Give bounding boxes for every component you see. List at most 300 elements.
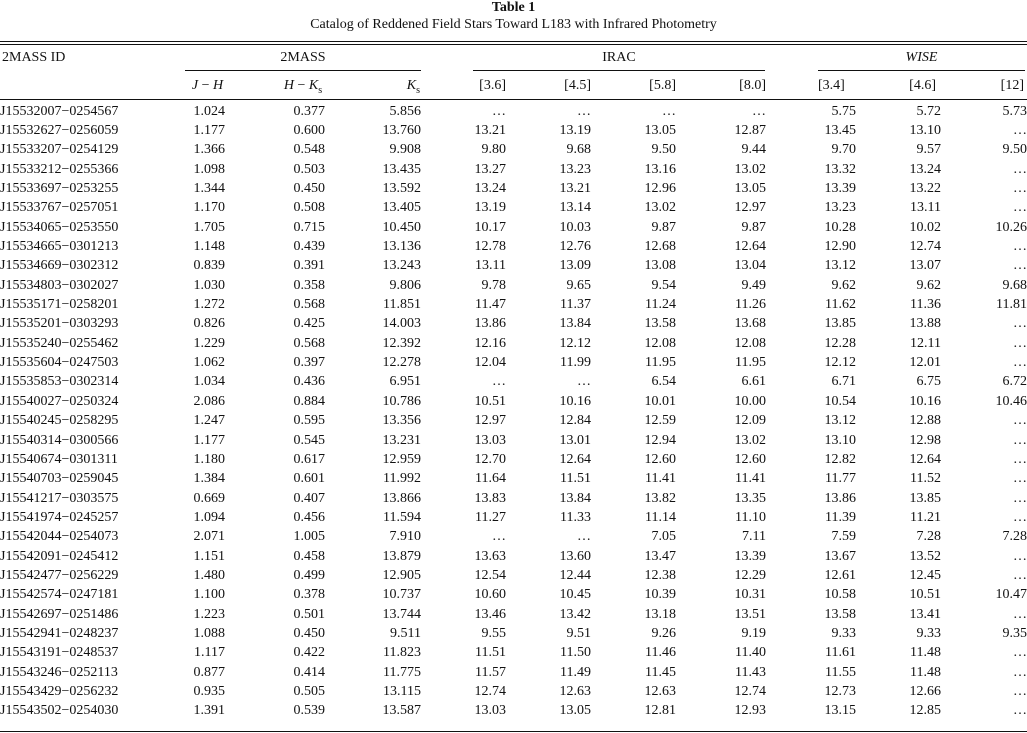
cell-irac-5-8: … (662, 103, 676, 119)
cell-irac-4-5: … (577, 529, 591, 545)
cell-irac-8-0: 12.29 (734, 567, 766, 583)
cell-h-ks: 0.601 (293, 471, 325, 487)
cell-h-ks: 0.407 (293, 490, 325, 506)
cell-irac-5-8: 9.54 (651, 277, 676, 293)
subheader-irac-5-8: [5.8] (649, 78, 676, 93)
cell-j-h: 1.148 (193, 239, 225, 255)
table-row (0, 257, 1027, 276)
cell-h-ks: 0.715 (293, 219, 325, 235)
cell-wise-4-6: 12.64 (909, 451, 941, 467)
cell-wise-3-4: 12.28 (824, 335, 856, 351)
cell-irac-4-5: 12.63 (559, 683, 591, 699)
table-row (0, 141, 1027, 160)
cell-irac-5-8: 12.08 (644, 335, 676, 351)
cell-wise-12: … (1013, 664, 1027, 680)
cell-irac-8-0: 11.10 (735, 509, 766, 525)
table-row (0, 218, 1027, 237)
cell-2mass-id: J15533767−0257051 (0, 200, 119, 216)
cell-wise-12: … (1013, 509, 1027, 525)
cell-j-h: 0.826 (193, 316, 225, 332)
cell-2mass-id: J15540674−0301311 (0, 451, 118, 467)
cell-irac-4-5: 13.19 (559, 123, 591, 139)
cell-wise-12: … (1013, 432, 1027, 448)
cell-j-h: 1.391 (193, 703, 225, 719)
cell-irac-3-6: 13.86 (474, 316, 506, 332)
cell-wise-3-4: 11.39 (825, 509, 856, 525)
cell-j-h: 1.100 (193, 587, 225, 603)
cell-h-ks: 0.425 (293, 316, 325, 332)
cell-wise-3-4: 11.55 (825, 664, 856, 680)
table-row (0, 276, 1027, 295)
cell-wise-3-4: 10.54 (824, 393, 856, 409)
table-caption: Catalog of Reddened Field Stars Toward L183 with Infrared Photometry (310, 17, 717, 32)
table-row (0, 624, 1027, 643)
cell-irac-4-5: … (577, 103, 591, 119)
cell-wise-4-6: 12.88 (909, 413, 941, 429)
cell-h-ks: 0.499 (293, 567, 325, 583)
cell-wise-12: … (1013, 200, 1027, 216)
cell-wise-4-6: 5.72 (916, 103, 941, 119)
cell-irac-5-8: 11.14 (645, 509, 676, 525)
cell-irac-3-6: 13.11 (475, 258, 506, 274)
cell-wise-4-6: 9.57 (916, 142, 941, 158)
cell-irac-3-6: 10.51 (474, 393, 506, 409)
cell-irac-4-5: 13.21 (559, 181, 591, 197)
subheader-irac-3-6: [3.6] (479, 78, 506, 93)
cell-irac-8-0: 10.31 (734, 587, 766, 603)
cell-irac-8-0: 12.87 (734, 123, 766, 139)
cell-irac-3-6: 13.27 (474, 161, 506, 177)
cell-irac-5-8: 12.94 (644, 432, 676, 448)
cell-2mass-id: J15535201−0303293 (0, 316, 119, 332)
cell-j-h: 1.151 (193, 548, 225, 564)
cell-wise-4-6: 9.62 (916, 277, 941, 293)
cell-2mass-id: J15540314−0300566 (0, 432, 119, 448)
cell-irac-3-6: 13.46 (474, 606, 506, 622)
cell-ks: 13.243 (382, 258, 421, 274)
cell-irac-4-5: 12.84 (559, 413, 591, 429)
cell-irac-8-0: 12.74 (734, 683, 766, 699)
cell-irac-4-5: 13.01 (559, 432, 591, 448)
group-header-irac: IRAC (602, 50, 636, 65)
cell-wise-4-6: 11.52 (910, 471, 941, 487)
subheader-wise-4-6: [4.6] (909, 78, 936, 93)
cell-wise-12: 6.72 (1002, 374, 1027, 390)
cell-wise-3-4: 12.82 (824, 451, 856, 467)
cell-2mass-id: J15535853−0302314 (0, 374, 119, 390)
table-row (0, 392, 1027, 411)
cell-irac-3-6: 13.19 (474, 200, 506, 216)
cell-irac-4-5: 13.05 (559, 703, 591, 719)
group-rule-wise (818, 70, 1025, 71)
cell-wise-4-6: 12.66 (909, 683, 941, 699)
cell-irac-8-0: 9.87 (741, 219, 766, 235)
cell-j-h: 1.229 (193, 335, 225, 351)
cell-2mass-id: J15541974−0245257 (0, 509, 119, 525)
table-row (0, 199, 1027, 218)
cell-2mass-id: J15534803−0302027 (0, 277, 119, 293)
cell-wise-3-4: 13.58 (824, 606, 856, 622)
cell-irac-8-0: 13.02 (734, 432, 766, 448)
cell-h-ks: 0.414 (293, 664, 325, 680)
cell-wise-4-6: 13.88 (909, 316, 941, 332)
cell-irac-3-6: … (492, 103, 506, 119)
cell-wise-3-4: 13.15 (824, 703, 856, 719)
cell-h-ks: 0.548 (293, 142, 325, 158)
table-row (0, 295, 1027, 314)
cell-h-ks: 0.568 (293, 297, 325, 313)
cell-ks: 10.737 (382, 587, 421, 603)
group-rule-2mass (185, 70, 421, 71)
subheader-ks: $K_s$ (406, 78, 420, 96)
cell-j-h: 1.366 (193, 142, 225, 158)
cell-wise-4-6: 12.74 (909, 239, 941, 255)
cell-irac-3-6: 9.55 (481, 625, 506, 641)
cell-j-h: 0.935 (193, 683, 225, 699)
cell-irac-5-8: 10.39 (644, 587, 676, 603)
cell-wise-3-4: 13.12 (824, 258, 856, 274)
cell-h-ks: 0.503 (293, 161, 325, 177)
subheader-irac-8-0: [8.0] (739, 78, 766, 93)
cell-wise-12: … (1013, 316, 1027, 332)
cell-irac-3-6: 12.78 (474, 239, 506, 255)
cell-2mass-id: J15535240−0255462 (0, 335, 119, 351)
cell-2mass-id: J15542697−0251486 (0, 606, 119, 622)
cell-irac-4-5: 11.37 (560, 297, 591, 313)
cell-wise-12: 9.35 (1002, 625, 1027, 641)
cell-wise-12: … (1013, 683, 1027, 699)
cell-2mass-id: J15542574−0247181 (0, 587, 119, 603)
cell-2mass-id: J15543429−0256232 (0, 683, 119, 699)
cell-irac-4-5: 11.33 (560, 509, 591, 525)
cell-irac-3-6: … (492, 374, 506, 390)
cell-j-h: 1.098 (193, 161, 225, 177)
cell-wise-3-4: 13.67 (824, 548, 856, 564)
cell-wise-3-4: 13.12 (824, 413, 856, 429)
subheader-h-ks: $H - K_s$ (283, 78, 323, 96)
cell-wise-4-6: 10.51 (909, 587, 941, 603)
cell-wise-4-6: 13.85 (909, 490, 941, 506)
cell-ks: 13.435 (382, 161, 421, 177)
cell-irac-3-6: 12.16 (474, 335, 506, 351)
cell-wise-12: … (1013, 258, 1027, 274)
cell-wise-12: … (1013, 161, 1027, 177)
cell-wise-4-6: 13.24 (909, 161, 941, 177)
cell-ks: 11.775 (383, 664, 421, 680)
cell-wise-4-6: 9.33 (916, 625, 941, 641)
cell-irac-4-5: 13.42 (559, 606, 591, 622)
cell-2mass-id: J15535171−0258201 (0, 297, 119, 313)
cell-irac-5-8: 11.45 (645, 664, 676, 680)
cell-2mass-id: J15534665−0301213 (0, 239, 119, 255)
table-row (0, 412, 1027, 431)
table-row (0, 547, 1027, 566)
cell-h-ks: 0.568 (293, 335, 325, 351)
cell-irac-5-8: 13.58 (644, 316, 676, 332)
cell-irac-3-6: 10.17 (474, 219, 506, 235)
cell-ks: 12.905 (382, 567, 421, 583)
cell-irac-4-5: 12.64 (559, 451, 591, 467)
cell-h-ks: 0.617 (293, 451, 325, 467)
cell-j-h: 1.088 (193, 625, 225, 641)
cell-irac-4-5: 13.60 (559, 548, 591, 564)
subheader-j-h: J − H (191, 78, 224, 93)
subheader-wise-3-4: [3.4] (818, 78, 845, 93)
data-table (0, 102, 1027, 721)
cell-wise-3-4: 9.62 (831, 277, 856, 293)
cell-h-ks: 0.436 (293, 374, 325, 390)
cell-j-h: 1.480 (193, 567, 225, 583)
cell-irac-5-8: 13.16 (644, 161, 676, 177)
cell-irac-4-5: 11.99 (560, 355, 591, 371)
cell-irac-4-5: 12.44 (559, 567, 591, 583)
table-row (0, 663, 1027, 682)
cell-2mass-id: J15540027−0250324 (0, 393, 119, 409)
cell-irac-4-5: 13.84 (559, 316, 591, 332)
table-row (0, 682, 1027, 701)
cell-ks: 11.851 (383, 297, 421, 313)
cell-wise-3-4: 13.23 (824, 200, 856, 216)
cell-wise-12: … (1013, 451, 1027, 467)
cell-ks: 13.587 (382, 703, 421, 719)
cell-irac-4-5: 11.50 (560, 645, 591, 661)
cell-irac-5-8: 6.54 (651, 374, 676, 390)
cell-irac-3-6: 12.70 (474, 451, 506, 467)
subheader-wise-12: [12] (1000, 78, 1024, 93)
cell-wise-12: … (1013, 548, 1027, 564)
cell-ks: 12.278 (382, 355, 421, 371)
cell-irac-3-6: 13.63 (474, 548, 506, 564)
cell-ks: 5.856 (389, 103, 421, 119)
group-rule-irac (473, 70, 765, 71)
cell-j-h: 1.024 (193, 103, 225, 119)
cell-wise-12: … (1013, 181, 1027, 197)
cell-j-h: 2.071 (193, 529, 225, 545)
cell-irac-5-8: 13.02 (644, 200, 676, 216)
cell-ks: 10.786 (382, 393, 421, 409)
cell-2mass-id: J15542091−0245412 (0, 548, 119, 564)
cell-irac-8-0: 9.19 (741, 625, 766, 641)
cell-h-ks: 0.458 (293, 548, 325, 564)
cell-ks: 6.951 (389, 374, 421, 390)
cell-irac-8-0: 12.97 (734, 200, 766, 216)
cell-irac-4-5: 10.45 (559, 587, 591, 603)
cell-irac-3-6: … (492, 529, 506, 545)
cell-wise-12: … (1013, 413, 1027, 429)
cell-irac-4-5: 9.68 (566, 142, 591, 158)
cell-irac-4-5: 10.03 (559, 219, 591, 235)
cell-irac-3-6: 11.27 (475, 509, 506, 525)
cell-wise-4-6: 13.22 (909, 181, 941, 197)
cell-irac-4-5: 9.65 (566, 277, 591, 293)
cell-wise-12: … (1013, 335, 1027, 351)
cell-h-ks: 1.005 (293, 529, 325, 545)
cell-j-h: 0.669 (193, 490, 225, 506)
cell-irac-8-0: 13.05 (734, 181, 766, 197)
cell-irac-3-6: 12.74 (474, 683, 506, 699)
cell-wise-3-4: 11.61 (825, 645, 856, 661)
cell-irac-5-8: 12.68 (644, 239, 676, 255)
top-rule-2 (0, 44, 1027, 45)
cell-wise-3-4: 12.73 (824, 683, 856, 699)
cell-ks: 13.231 (382, 432, 421, 448)
cell-j-h: 0.877 (193, 664, 225, 680)
cell-wise-3-4: 5.75 (831, 103, 856, 119)
cell-irac-8-0: 13.35 (734, 490, 766, 506)
cell-wise-4-6: 12.98 (909, 432, 941, 448)
cell-wise-3-4: 13.39 (824, 181, 856, 197)
cell-2mass-id: J15533697−0253255 (0, 181, 119, 197)
cell-h-ks: 0.456 (293, 509, 325, 525)
cell-irac-8-0: 13.04 (734, 258, 766, 274)
cell-j-h: 1.117 (194, 645, 225, 661)
cell-j-h: 1.223 (193, 606, 225, 622)
cell-h-ks: 0.450 (293, 181, 325, 197)
cell-wise-4-6: 12.11 (910, 335, 941, 351)
table-row (0, 528, 1027, 547)
cell-ks: 11.823 (383, 645, 421, 661)
table-title: Table 1 (491, 0, 536, 15)
table-row (0, 179, 1027, 198)
cell-irac-3-6: 12.04 (474, 355, 506, 371)
table-row (0, 644, 1027, 663)
cell-irac-8-0: 12.64 (734, 239, 766, 255)
cell-j-h: 1.062 (193, 355, 225, 371)
cell-h-ks: 0.545 (293, 432, 325, 448)
cell-h-ks: 0.539 (293, 703, 325, 719)
cell-irac-4-5: 12.12 (559, 335, 591, 351)
cell-wise-3-4: 12.61 (824, 567, 856, 583)
cell-j-h: 1.344 (193, 181, 225, 197)
cell-2mass-id: J15543191−0248537 (0, 645, 119, 661)
cell-wise-3-4: 9.70 (831, 142, 856, 158)
cell-irac-8-0: 13.39 (734, 548, 766, 564)
cell-j-h: 1.030 (193, 277, 225, 293)
cell-irac-5-8: 13.47 (644, 548, 676, 564)
cell-h-ks: 0.505 (293, 683, 325, 699)
cell-irac-8-0: 9.44 (741, 142, 766, 158)
cell-j-h: 1.272 (193, 297, 225, 313)
cell-wise-4-6: 10.02 (909, 219, 941, 235)
cell-wise-3-4: 6.71 (831, 374, 856, 390)
table-row (0, 605, 1027, 624)
cell-irac-5-8: 12.59 (644, 413, 676, 429)
group-header-wise (818, 50, 1025, 66)
cell-h-ks: 0.358 (293, 277, 325, 293)
table-row (0, 334, 1027, 353)
table-row (0, 102, 1027, 121)
cell-ks: 9.511 (390, 625, 421, 641)
cell-irac-3-6: 12.97 (474, 413, 506, 429)
cell-irac-3-6: 13.83 (474, 490, 506, 506)
cell-wise-3-4: 7.59 (831, 529, 856, 545)
cell-irac-4-5: 10.16 (559, 393, 591, 409)
cell-irac-3-6: 12.54 (474, 567, 506, 583)
cell-wise-4-6: 13.41 (909, 606, 941, 622)
cell-ks: 7.910 (389, 529, 421, 545)
cell-irac-3-6: 11.47 (475, 297, 506, 313)
cell-irac-3-6: 9.80 (481, 142, 506, 158)
cell-wise-3-4: 12.12 (824, 355, 856, 371)
cell-irac-5-8: 9.50 (651, 142, 676, 158)
cell-2mass-id: J15543502−0254030 (0, 703, 119, 719)
cell-wise-12: 9.50 (1002, 142, 1027, 158)
cell-irac-8-0: 9.49 (741, 277, 766, 293)
cell-ks: 9.806 (389, 277, 421, 293)
cell-irac-8-0: 12.08 (734, 335, 766, 351)
cell-irac-5-8: 13.82 (644, 490, 676, 506)
table-body (0, 102, 1027, 721)
cell-wise-12: … (1013, 606, 1027, 622)
cell-irac-4-5: 11.49 (560, 664, 591, 680)
cell-ks: 13.136 (382, 239, 421, 255)
table-row (0, 237, 1027, 256)
cell-irac-8-0: 12.93 (734, 703, 766, 719)
cell-irac-5-8: 12.63 (644, 683, 676, 699)
cell-wise-4-6: 13.52 (909, 548, 941, 564)
cell-ks: 12.392 (382, 335, 421, 351)
cell-h-ks: 0.595 (293, 413, 325, 429)
cell-irac-8-0: 11.40 (735, 645, 766, 661)
table-row (0, 373, 1027, 392)
cell-j-h: 1.180 (193, 451, 225, 467)
cell-2mass-id: J15533207−0254129 (0, 142, 119, 158)
cell-irac-5-8: 12.38 (644, 567, 676, 583)
cell-h-ks: 0.501 (293, 606, 325, 622)
cell-wise-3-4: 13.85 (824, 316, 856, 332)
cell-2mass-id: J15535604−0247503 (0, 355, 119, 371)
table-row (0, 586, 1027, 605)
cell-h-ks: 0.422 (293, 645, 325, 661)
cell-irac-4-5: 13.23 (559, 161, 591, 177)
cell-wise-4-6: 12.45 (909, 567, 941, 583)
cell-irac-8-0: 7.11 (742, 529, 766, 545)
cell-h-ks: 0.439 (293, 239, 325, 255)
cell-wise-12: … (1013, 645, 1027, 661)
table-row (0, 121, 1027, 140)
cell-wise-4-6: 13.07 (909, 258, 941, 274)
cell-irac-3-6: 10.60 (474, 587, 506, 603)
cell-irac-3-6: 13.03 (474, 703, 506, 719)
cell-irac-5-8: 13.08 (644, 258, 676, 274)
cell-irac-3-6: 13.03 (474, 432, 506, 448)
cell-wise-4-6: 11.48 (910, 645, 941, 661)
cell-ks: 11.594 (383, 509, 421, 525)
cell-wise-4-6: 11.21 (910, 509, 941, 525)
cell-wise-12: 9.68 (1002, 277, 1027, 293)
cell-irac-4-5: 12.76 (559, 239, 591, 255)
header-2mass-id: 2MASS ID (2, 50, 66, 65)
cell-wise-3-4: 11.62 (825, 297, 856, 313)
top-rule-1 (0, 41, 1027, 42)
cell-wise-3-4: 12.90 (824, 239, 856, 255)
cell-2mass-id: J15540245−0258295 (0, 413, 119, 429)
cell-h-ks: 0.600 (293, 123, 325, 139)
cell-wise-4-6: 12.85 (909, 703, 941, 719)
cell-irac-5-8: 10.01 (644, 393, 676, 409)
cell-irac-8-0: 10.00 (734, 393, 766, 409)
wise-label: WISE (905, 50, 938, 65)
cell-irac-5-8: 11.24 (645, 297, 676, 313)
table-row (0, 702, 1027, 721)
cell-ks: 13.760 (382, 123, 421, 139)
cell-h-ks: 0.884 (293, 393, 325, 409)
table-row (0, 450, 1027, 469)
cell-irac-5-8: 13.18 (644, 606, 676, 622)
cell-irac-4-5: 11.51 (560, 471, 591, 487)
cell-wise-4-6: 6.75 (916, 374, 941, 390)
cell-2mass-id: J15532007−0254567 (0, 103, 119, 119)
